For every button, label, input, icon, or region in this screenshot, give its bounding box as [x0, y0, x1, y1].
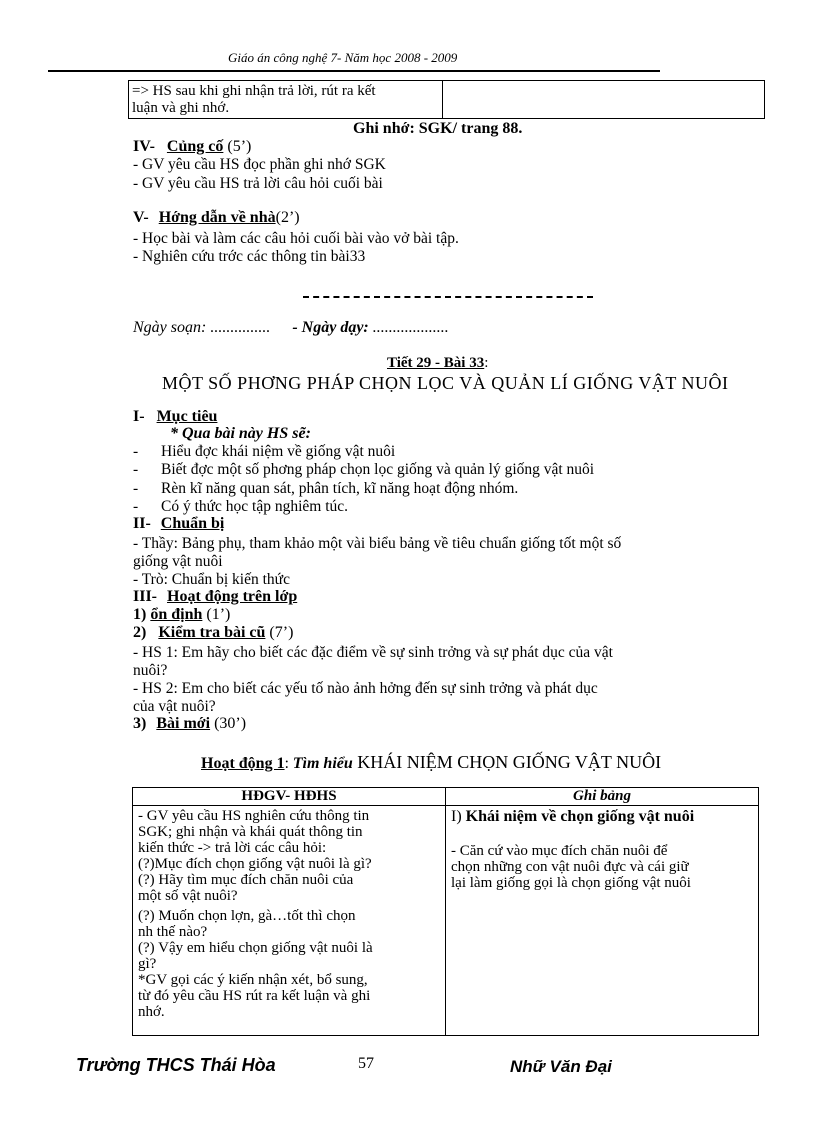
activity-tim-hieu: Tìm hiểu	[292, 755, 353, 772]
step-2	[133, 624, 293, 642]
cell-line: gì?	[138, 956, 157, 972]
section-i-title: Mục tiêu	[156, 408, 218, 425]
item-text: Hiểu đợc khái niệm về giống vật nuôi	[161, 443, 396, 460]
cell-line: - Căn cứ vào mục đích chăn nuôi để	[451, 843, 668, 859]
cell-line: chọn những con vật nuôi đực và cái giữ	[451, 859, 689, 875]
section-ii-thay-2: giống vật nuôi	[133, 553, 223, 570]
activity-label: Hoạt động 1	[201, 755, 285, 772]
section-v-item-1: - Học bài và làm các câu hỏi cuối bài vào vở bài tập.	[133, 230, 459, 247]
hs1-line-1: - HS 1: Em hãy cho biết các đặc điểm về sự sinh trởng và sự phát dục của vật	[133, 644, 613, 661]
item-text: Có ý thức học tập nghiêm túc.	[161, 498, 349, 515]
dash: -	[133, 443, 139, 460]
section-iv-time: (5’)	[223, 138, 252, 155]
section-v-heading	[133, 209, 300, 227]
continued-line-2: luận và ghi nhớ.	[132, 100, 230, 116]
item-text: Biết đợc một số phơng pháp chọn lọc giống và quản lý giống vật nuôi	[161, 461, 595, 478]
hs1-line-2: nuôi?	[133, 662, 168, 679]
cell-line: (?) Vậy em hiểu chọn giống vật nuôi là	[138, 940, 373, 956]
table-header-row	[133, 788, 759, 806]
dash: -	[133, 461, 139, 478]
section-v-num: V-	[133, 209, 149, 226]
teacher-student-cell	[133, 806, 446, 1036]
section-ii-heading	[133, 515, 224, 533]
page-header: Giáo án công nghệ 7- Năm học 2008 - 2009	[228, 50, 458, 65]
ngay-day-value: ...................	[368, 319, 449, 336]
ghi-bang-title-num: I)	[451, 808, 462, 825]
section-ii-thay-1: - Thầy: Bảng phụ, tham khảo một vài biểu bảng về tiêu chuẩn giống tốt một số	[133, 535, 622, 552]
section-iv-item-2: - GV yêu cầu HS trả lời câu hỏi cuối bài	[133, 175, 383, 192]
section-i-sub: * Qua bài này HS sẽ:	[170, 425, 311, 442]
cell-line: kiến thức -> trả lời các câu hỏi:	[138, 840, 327, 856]
step-3-title: Bài mới	[156, 715, 211, 732]
ghi-bang-title-text: Khái niệm về chọn giống vật nuôi	[465, 808, 695, 825]
step-2-time: (7’)	[265, 624, 294, 641]
footer-page-number: 57	[358, 1055, 374, 1072]
hs2-line-1: - HS 2: Em cho biết các yếu tố nào ảnh hởng đến sự sinh trởng và phát dục	[133, 680, 598, 697]
step-1-num: 1)	[133, 606, 147, 623]
ngay-day-label: - Ngày dạy:	[292, 319, 369, 336]
step-3-time: (30’)	[210, 715, 247, 732]
section-iv-title: Củng cố	[166, 138, 224, 155]
step-1	[133, 606, 230, 624]
lesson-number-text: Tiết 29 - Bài 33	[387, 355, 485, 371]
continued-line-1: => HS sau khi ghi nhận trả lời, rút ra kết	[132, 83, 376, 99]
section-iii-title: Hoạt động trên lớp	[167, 588, 298, 605]
step-1-time: (1’)	[202, 606, 231, 623]
section-divider	[303, 296, 593, 298]
section-i-item-4	[133, 498, 349, 516]
ngay-soan-label: Ngày soạn	[133, 319, 201, 336]
section-ii-title: Chuẩn bị	[160, 515, 225, 532]
header-hdgv: HĐGV- HĐHS	[133, 788, 446, 806]
activity-table	[132, 787, 759, 1036]
section-i-item-1	[133, 443, 396, 461]
section-v-item-2: - Nghiên cứu trớc các thông tin bài33	[133, 248, 366, 265]
lesson-number	[387, 355, 488, 372]
cell-line: (?)Mục đích chọn giống vật nuôi là gì?	[138, 856, 372, 872]
activity-colon: :	[284, 755, 293, 772]
hs2-line-2: của vật nuôi?	[133, 698, 216, 715]
lesson-number-colon: :	[484, 355, 489, 371]
ghi-bang-cell	[446, 806, 759, 1036]
section-iv-num: IV-	[133, 138, 155, 155]
table-row	[133, 806, 759, 1036]
dash: -	[133, 498, 139, 515]
ghi-nho-note: Ghi nhớ: SGK/ trang 88.	[353, 120, 523, 137]
cell-line: một số vật nuôi?	[138, 888, 238, 904]
footer-teacher: Nhữ Văn Đại	[510, 1057, 612, 1076]
item-text: Rèn kĩ năng quan sát, phân tích, kĩ năng hoạt động nhóm.	[161, 480, 519, 497]
activity-title: KHÁI NIỆM CHỌN GIỐNG VẬT NUÔI	[352, 752, 662, 772]
cell-line: *GV gọi các ý kiến nhận xét, bổ sung,	[138, 972, 368, 988]
activity-heading	[201, 752, 661, 773]
cell-line: nh thế nào?	[138, 924, 208, 940]
dash: -	[133, 480, 139, 497]
step-2-title: Kiểm tra bài cũ	[158, 624, 266, 641]
ghi-bang-title	[451, 809, 753, 825]
section-i-item-2	[133, 461, 595, 479]
header-rule	[48, 70, 660, 72]
section-i-item-3	[133, 480, 519, 498]
section-iv-item-1: - GV yêu cầu HS đọc phần ghi nhớ SGK	[133, 156, 386, 173]
cell-line: lại làm giống gọi là chọn giống vật nuôi	[451, 875, 691, 891]
footer-school: Trường THCS Thái Hòa	[76, 1055, 276, 1075]
cell-line: - GV yêu cầu HS nghiên cứu thông tin	[138, 808, 370, 824]
section-i-num: I-	[133, 408, 145, 425]
section-iv-heading	[133, 138, 251, 156]
section-ii-num: II-	[133, 515, 151, 532]
step-3	[133, 715, 246, 733]
cell-line: (?) Hãy tìm mục đích chăn nuôi của	[138, 872, 354, 888]
section-ii-tro: - Trò: Chuẩn bị kiến thức	[133, 571, 290, 588]
step-1-title: ổn định	[150, 606, 203, 623]
continued-table-row	[128, 80, 765, 119]
section-v-time: (2’)	[275, 209, 300, 226]
cell-line: từ đó yêu cầu HS rút ra kết luận và ghi	[138, 988, 371, 1004]
cell-line: SGK; ghi nhận và khái quát thông tin	[138, 824, 363, 840]
section-iii-heading	[133, 588, 297, 606]
header-ghi-bang: Ghi bảng	[446, 788, 759, 806]
step-2-num: 2)	[133, 624, 147, 641]
prep-dates	[133, 319, 449, 337]
continued-cell	[129, 81, 443, 118]
ngay-soan-value: : ...............	[201, 319, 271, 336]
section-iii-num: III-	[133, 588, 158, 605]
cell-line: nhớ.	[138, 1004, 165, 1020]
section-i-heading	[133, 408, 217, 426]
cell-line: (?) Muốn chọn lợn, gà…tốt thì chọn	[138, 908, 356, 924]
section-v-title: Hớng dẫn về nhà	[158, 209, 276, 226]
lesson-title: MỘT SỐ PHƠNG PHÁP CHỌN LỌC VÀ QUẢN LÍ GIỐNG VẬT NUÔI	[162, 373, 729, 393]
step-3-num: 3)	[133, 715, 147, 732]
